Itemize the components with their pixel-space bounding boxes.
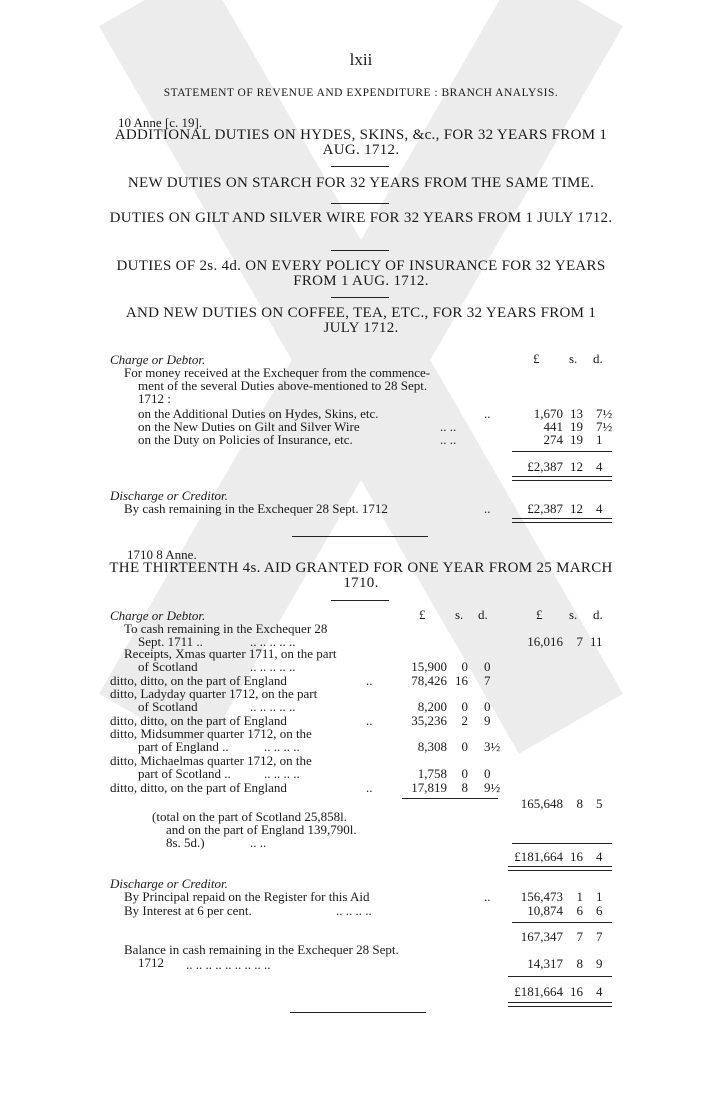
amount-shillings: 6 (576, 903, 583, 918)
amount-pence: 7 (484, 673, 491, 688)
amount-pence: 7 (596, 929, 603, 944)
amount-shillings: 1 (576, 889, 583, 904)
sum-rule (402, 798, 498, 799)
amount-pounds: 14,317 (527, 956, 563, 971)
heading-hydes: ADDITIONAL DUTIES ON HYDES, SKINS, &c., FOR 32 YEARS FROM 1 AUG. 1712. (114, 127, 608, 158)
receipt-label: part of England .. (138, 739, 229, 754)
amount-shillings: 8 (576, 956, 583, 971)
col-shillings: s. (569, 351, 578, 366)
amount-pounds: 156,473 (520, 889, 563, 904)
double-rule (508, 1002, 612, 1007)
receipt-label: ditto, ditto, on the part of England (110, 713, 287, 728)
amount-pounds: 35,236 (411, 713, 447, 728)
leader-dots: .. (484, 889, 491, 904)
row-label: on the Additional Duties on Hydes, Skins, etc. (138, 406, 379, 421)
leader-dots: .. (366, 713, 373, 728)
receipt-label: ditto, ditto, on the part of England (110, 673, 287, 688)
total-pounds: £2,387 (527, 459, 563, 474)
amount-shillings: 0 (461, 699, 468, 714)
amount-pence: 7½ (596, 406, 613, 421)
amount-pence: 1 (596, 432, 603, 447)
row-label: Balance in cash remaining in the Exchequer 28 Sept. (124, 942, 399, 957)
subtotal-pence: 5 (596, 796, 603, 811)
section-divider (292, 536, 428, 537)
grand-total-shillings: 16 (570, 984, 583, 999)
amount-pounds: 16,016 (527, 634, 563, 649)
leader-dots: .. .. .. .. (264, 739, 300, 754)
heading-wire: DUTIES ON GILT AND SILVER WIRE FOR 32 YEARS FROM 1 JULY 1712. (109, 210, 613, 226)
running-head: STATEMENT OF REVENUE AND EXPENDITURE : BRANCH ANALYSIS. (163, 87, 559, 99)
row-label: To cash remaining in the Exchequer 28 (124, 621, 328, 636)
leader-dots: .. (366, 673, 373, 688)
col-pence: d. (593, 607, 603, 622)
receipt-label: of Scotland (138, 659, 198, 674)
amount-shillings: 16 (455, 673, 468, 688)
amount-pence: 7½ (596, 419, 613, 434)
receipt-label: Receipts, Xmas quarter 1711, on the part (124, 646, 337, 661)
charge-label: Charge or Debtor. (110, 608, 206, 623)
receipt-label: of Scotland (138, 699, 198, 714)
saltire-watermark (361, 360, 362, 361)
col-pounds: £ (536, 607, 543, 622)
amount-shillings: 13 (570, 406, 583, 421)
note-text: 8s. 5d.) (166, 835, 205, 850)
amount-pounds: 441 (543, 419, 563, 434)
amount-pounds: 1,670 (533, 406, 563, 421)
total-shillings: 12 (570, 459, 583, 474)
intro-text: For money received at the Exchequer from the commence- (124, 365, 431, 380)
receipt-label: ditto, Midsummer quarter 1712, on the (110, 726, 312, 741)
subtotal-shillings: 8 (576, 796, 583, 811)
total-pounds: £181,664 (514, 849, 563, 864)
heading-insurance: DUTIES OF 2s. 4d. ON EVERY POLICY OF INSURANCE FOR 32 YEARS FROM 1 AUG. 1712. (116, 258, 606, 289)
amount-shillings: 7 (576, 929, 583, 944)
amount-shillings: 0 (461, 659, 468, 674)
section-divider (290, 1012, 426, 1013)
amount-pence: 3½ (484, 739, 501, 754)
heading-thirteenth-aid: THE THIRTEENTH 4s. AID GRANTED FOR ONE YEAR FROM 25 MARCH 1710. (109, 560, 613, 591)
row-label: By cash remaining in the Exchequer 28 Sept. 1712 (124, 501, 388, 516)
sum-rule (508, 976, 612, 977)
row-label: Sept. 1711 .. (138, 634, 203, 649)
amount-pence: 1 (596, 889, 603, 904)
receipt-label: ditto, Michaelmas quarter 1712, on the (110, 753, 312, 768)
amount-pence: 9½ (484, 780, 501, 795)
col-pence: d. (478, 607, 488, 622)
intro-text: 1712 : (138, 391, 171, 406)
total-pence: 4 (596, 849, 603, 864)
grand-total-pounds: £181,664 (514, 984, 563, 999)
leader-dots: .. .. .. .. .. (250, 659, 296, 674)
grand-total-pence: 4 (596, 984, 603, 999)
total-shillings: 16 (570, 849, 583, 864)
double-rule (512, 476, 612, 481)
discharge-label: Discharge or Creditor. (110, 488, 228, 503)
sum-rule (512, 922, 612, 923)
col-shillings: s. (455, 607, 464, 622)
amount-pence: 6 (596, 903, 603, 918)
amount-pence: 11 (590, 634, 603, 649)
leader-dots: .. (484, 501, 491, 516)
statute-ref-2: 1710 8 Anne. (127, 547, 197, 562)
divider (331, 600, 389, 601)
amount-pounds: 274 (543, 432, 563, 447)
charge-label: Charge or Debtor. (110, 352, 206, 367)
divider (331, 203, 389, 204)
total-pence: 4 (596, 459, 603, 474)
divider (331, 297, 389, 298)
double-rule (512, 518, 612, 523)
amount-shillings: 0 (461, 766, 468, 781)
double-rule (508, 866, 612, 871)
discharge-label: Discharge or Creditor. (110, 876, 228, 891)
page-number: lxii (349, 50, 373, 69)
amount-pounds: 8,308 (417, 739, 447, 754)
amount-pounds: 1,758 (417, 766, 447, 781)
amount-pence: 9 (596, 956, 603, 971)
amount-pounds: 15,900 (411, 659, 447, 674)
amount-pence: 0 (484, 659, 491, 674)
leader-dots: .. .. .. .. .. (250, 634, 296, 649)
subtotal-pounds: 165,648 (520, 796, 563, 811)
leader-dots: .. .. .. .. .. (250, 699, 296, 714)
col-pounds: £ (419, 607, 426, 622)
receipt-label: part of Scotland .. (138, 766, 231, 781)
amount-shillings: 8 (461, 780, 468, 795)
statute-ref-1: 10 Anne [c. 19]. (118, 115, 203, 130)
divider (331, 250, 389, 251)
sum-rule (512, 843, 612, 844)
leader-dots: .. (366, 780, 373, 795)
sum-rule (512, 451, 612, 452)
leader-dots: .. .. (440, 432, 457, 447)
amount-pounds: 8,200 (417, 699, 447, 714)
heading-starch: NEW DUTIES ON STARCH FOR 32 YEARS FROM THE SAME TIME. (127, 175, 595, 191)
row-label: on the Duty on Policies of Insurance, etc. (138, 432, 353, 447)
leader-dots: .. .. .. .. .. .. .. .. .. (186, 957, 271, 972)
intro-text: ment of the several Duties above-mentioned to 28 Sept. (138, 378, 428, 393)
amount-shillings: 7 (576, 634, 583, 649)
row-label: By Principal repaid on the Register for this Aid (124, 889, 370, 904)
amount-shillings: 0 (461, 739, 468, 754)
amount-pence: 0 (484, 699, 491, 714)
total-pounds: £2,387 (527, 501, 563, 516)
amount-pounds: 17,819 (411, 780, 447, 795)
note-text: and on the part of England 139,790l. (166, 822, 357, 837)
divider (331, 166, 389, 167)
amount-pounds: 78,426 (411, 673, 447, 688)
row-label: By Interest at 6 per cent. (124, 903, 252, 918)
total-shillings: 12 (570, 501, 583, 516)
total-pence: 4 (596, 501, 603, 516)
amount-shillings: 19 (570, 419, 583, 434)
amount-pounds: 10,874 (527, 903, 563, 918)
leader-dots: .. (484, 406, 491, 421)
receipt-label: ditto, Ladyday quarter 1712, on the part (110, 686, 318, 701)
leader-dots: .. .. .. .. (264, 766, 300, 781)
amount-pence: 0 (484, 766, 491, 781)
note-text: (total on the part of Scotland 25,858l. (152, 809, 347, 824)
amount-pounds: 167,347 (520, 929, 563, 944)
row-label: 1712 (138, 955, 164, 970)
leader-dots: .. .. .. .. (336, 903, 372, 918)
row-label: on the New Duties on Gilt and Silver Wire (138, 419, 360, 434)
amount-pence: 9 (484, 713, 491, 728)
col-shillings: s. (569, 607, 578, 622)
leader-dots: .. .. (440, 419, 457, 434)
leader-dots: .. .. (250, 835, 267, 850)
receipt-label: ditto, ditto, on the part of England (110, 780, 287, 795)
amount-shillings: 19 (570, 432, 583, 447)
col-pounds: £ (533, 351, 540, 366)
heading-coffee-tea: AND NEW DUTIES ON COFFEE, TEA, ETC., FOR 32 YEARS FROM 1 JULY 1712. (125, 305, 597, 336)
col-pence: d. (593, 351, 603, 366)
amount-shillings: 2 (461, 713, 468, 728)
